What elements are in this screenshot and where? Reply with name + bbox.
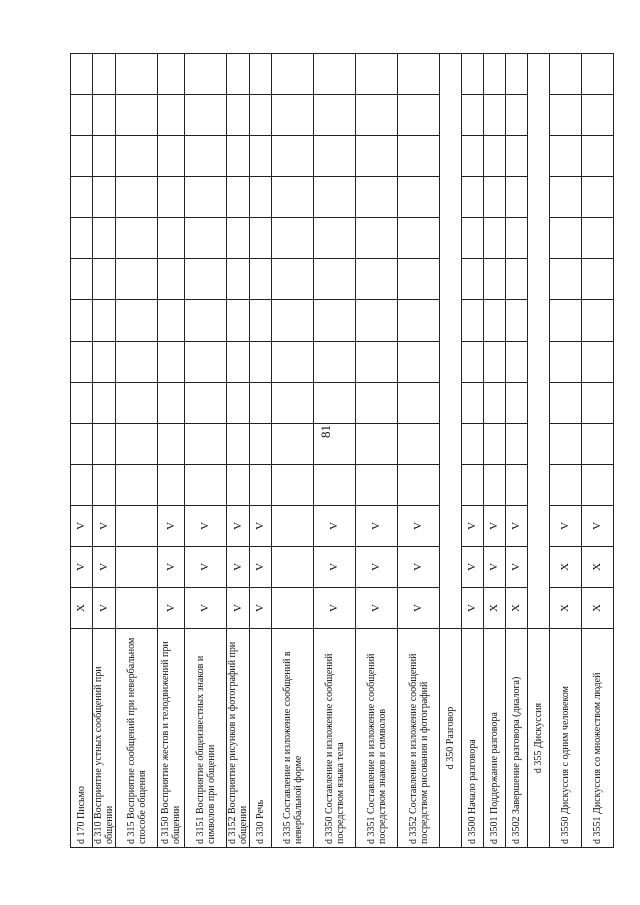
empty-cell bbox=[185, 464, 227, 505]
empty-cell bbox=[185, 54, 227, 95]
item-label: d 310 Восприятие устных сообщений при общении bbox=[93, 629, 116, 848]
empty-cell bbox=[272, 423, 314, 464]
empty-cell bbox=[93, 54, 116, 95]
empty-cell bbox=[116, 423, 158, 464]
mark-cell bbox=[272, 505, 314, 546]
mark-cell: V bbox=[484, 505, 506, 546]
empty-cell bbox=[550, 464, 582, 505]
empty-cell bbox=[582, 177, 614, 218]
item-label: d 315 Восприятие сообщений при невербальном способе общения bbox=[116, 629, 158, 848]
empty-cell bbox=[398, 423, 440, 464]
empty-cell bbox=[582, 95, 614, 136]
empty-cell bbox=[227, 341, 250, 382]
empty-cell bbox=[250, 95, 272, 136]
empty-cell bbox=[185, 136, 227, 177]
table-row bbox=[185, 54, 227, 848]
empty-cell bbox=[484, 464, 506, 505]
empty-cell bbox=[93, 218, 116, 259]
mark-cell: V bbox=[462, 587, 484, 628]
empty-cell bbox=[582, 382, 614, 423]
empty-cell bbox=[356, 259, 398, 300]
empty-cell bbox=[116, 54, 158, 95]
mark-cell: V bbox=[93, 546, 116, 587]
mark-cell: V bbox=[158, 546, 185, 587]
mark-cell: V bbox=[185, 505, 227, 546]
empty-cell bbox=[582, 259, 614, 300]
empty-cell bbox=[250, 177, 272, 218]
empty-cell bbox=[484, 300, 506, 341]
mark-cell: V bbox=[462, 546, 484, 587]
empty-cell bbox=[356, 423, 398, 464]
mark-cell: X bbox=[582, 587, 614, 628]
empty-cell bbox=[185, 382, 227, 423]
mark-cell: X bbox=[71, 587, 93, 628]
empty-cell bbox=[582, 218, 614, 259]
mark-cell: V bbox=[314, 587, 356, 628]
empty-cell bbox=[398, 300, 440, 341]
empty-cell bbox=[250, 464, 272, 505]
empty-cell bbox=[272, 259, 314, 300]
mark-cell: X bbox=[550, 587, 582, 628]
empty-cell bbox=[185, 95, 227, 136]
mark-cell: V bbox=[71, 505, 93, 546]
empty-cell bbox=[227, 95, 250, 136]
empty-cell bbox=[582, 54, 614, 95]
mark-cell: V bbox=[550, 505, 582, 546]
mark-cell: V bbox=[93, 587, 116, 628]
empty-cell bbox=[484, 136, 506, 177]
item-label: d 170 Письмо bbox=[71, 629, 93, 848]
empty-cell bbox=[356, 218, 398, 259]
empty-cell bbox=[71, 177, 93, 218]
empty-cell bbox=[116, 382, 158, 423]
mark-cell: V bbox=[356, 505, 398, 546]
mark-cell: V bbox=[398, 546, 440, 587]
empty-cell bbox=[93, 341, 116, 382]
mark-cell: V bbox=[227, 546, 250, 587]
empty-cell bbox=[356, 341, 398, 382]
table-row bbox=[314, 54, 356, 848]
empty-cell bbox=[550, 136, 582, 177]
empty-cell bbox=[462, 177, 484, 218]
section-heading: d 355 Дискуссия bbox=[528, 629, 550, 848]
empty-cell bbox=[356, 54, 398, 95]
empty-cell bbox=[272, 95, 314, 136]
empty-cell bbox=[314, 95, 356, 136]
mark-cell: V bbox=[93, 505, 116, 546]
mark-cell: X bbox=[484, 587, 506, 628]
mark-cell: V bbox=[314, 505, 356, 546]
mark-cell: V bbox=[250, 505, 272, 546]
empty-cell bbox=[314, 259, 356, 300]
empty-cell bbox=[71, 259, 93, 300]
empty-cell bbox=[506, 218, 528, 259]
empty-cell bbox=[462, 259, 484, 300]
section-span-cell bbox=[440, 54, 462, 629]
table-row bbox=[582, 54, 614, 848]
empty-cell bbox=[582, 300, 614, 341]
empty-cell bbox=[158, 382, 185, 423]
mark-cell: V bbox=[314, 546, 356, 587]
mark-cell: V bbox=[398, 587, 440, 628]
mark-cell: X bbox=[582, 546, 614, 587]
page-number: 81 bbox=[318, 425, 333, 438]
empty-cell bbox=[314, 177, 356, 218]
mark-cell bbox=[116, 505, 158, 546]
empty-cell bbox=[550, 300, 582, 341]
table-row bbox=[272, 54, 314, 848]
empty-cell bbox=[272, 300, 314, 341]
empty-cell bbox=[185, 218, 227, 259]
empty-cell bbox=[582, 423, 614, 464]
empty-cell bbox=[272, 136, 314, 177]
mark-cell: X bbox=[550, 546, 582, 587]
empty-cell bbox=[71, 95, 93, 136]
empty-cell bbox=[462, 54, 484, 95]
empty-cell bbox=[550, 95, 582, 136]
item-label: d 3502 Завершение разговора (диалога) bbox=[506, 629, 528, 848]
empty-cell bbox=[227, 218, 250, 259]
item-label: d 3501 Поддержание разговора bbox=[484, 629, 506, 848]
empty-cell bbox=[185, 259, 227, 300]
empty-cell bbox=[116, 464, 158, 505]
empty-cell bbox=[116, 95, 158, 136]
mark-cell: V bbox=[158, 587, 185, 628]
empty-cell bbox=[116, 136, 158, 177]
empty-cell bbox=[356, 300, 398, 341]
empty-cell bbox=[314, 136, 356, 177]
empty-cell bbox=[227, 259, 250, 300]
empty-cell bbox=[314, 300, 356, 341]
mark-cell: X bbox=[506, 587, 528, 628]
empty-cell bbox=[314, 382, 356, 423]
item-label: d 335 Составление и изложение сообщений в невербальной форме bbox=[272, 629, 314, 848]
empty-cell bbox=[462, 464, 484, 505]
empty-cell bbox=[462, 136, 484, 177]
assessment-table bbox=[70, 53, 614, 848]
empty-cell bbox=[462, 423, 484, 464]
empty-cell bbox=[314, 218, 356, 259]
empty-cell bbox=[550, 54, 582, 95]
empty-cell bbox=[158, 341, 185, 382]
empty-cell bbox=[116, 259, 158, 300]
empty-cell bbox=[484, 423, 506, 464]
empty-cell bbox=[250, 300, 272, 341]
empty-cell bbox=[227, 54, 250, 95]
empty-cell bbox=[71, 54, 93, 95]
mark-cell bbox=[116, 587, 158, 628]
mark-cell: V bbox=[227, 505, 250, 546]
item-label: d 3351 Составление и изложение сообщений посредством знаков и символов bbox=[356, 629, 398, 848]
empty-cell bbox=[93, 464, 116, 505]
empty-cell bbox=[71, 464, 93, 505]
empty-cell bbox=[185, 341, 227, 382]
item-label: d 3352 Составление и изложение сообщений посредством рисования и фотографий bbox=[398, 629, 440, 848]
empty-cell bbox=[250, 382, 272, 423]
empty-cell bbox=[250, 423, 272, 464]
empty-cell bbox=[550, 259, 582, 300]
empty-cell bbox=[71, 341, 93, 382]
mark-cell: V bbox=[582, 505, 614, 546]
empty-cell bbox=[506, 423, 528, 464]
empty-cell bbox=[582, 136, 614, 177]
empty-cell bbox=[398, 95, 440, 136]
empty-cell bbox=[250, 341, 272, 382]
empty-cell bbox=[506, 95, 528, 136]
empty-cell bbox=[93, 95, 116, 136]
empty-cell bbox=[185, 300, 227, 341]
table-row bbox=[71, 54, 93, 848]
empty-cell bbox=[506, 341, 528, 382]
item-label: d 3150 Восприятие жестов и телодвижений при общении bbox=[158, 629, 185, 848]
table-row bbox=[227, 54, 250, 848]
mark-cell bbox=[272, 546, 314, 587]
empty-cell bbox=[71, 136, 93, 177]
table-row bbox=[356, 54, 398, 848]
empty-cell bbox=[356, 136, 398, 177]
mark-cell bbox=[272, 587, 314, 628]
empty-cell bbox=[484, 382, 506, 423]
empty-cell bbox=[398, 382, 440, 423]
empty-cell bbox=[506, 136, 528, 177]
table-row bbox=[93, 54, 116, 848]
empty-cell bbox=[227, 464, 250, 505]
empty-cell bbox=[398, 341, 440, 382]
empty-cell bbox=[582, 341, 614, 382]
empty-cell bbox=[550, 382, 582, 423]
empty-cell bbox=[250, 218, 272, 259]
empty-cell bbox=[272, 464, 314, 505]
table-row bbox=[550, 54, 582, 848]
mark-cell: V bbox=[185, 587, 227, 628]
empty-cell bbox=[314, 341, 356, 382]
empty-cell bbox=[484, 54, 506, 95]
table-body bbox=[71, 54, 614, 848]
empty-cell bbox=[71, 382, 93, 423]
empty-cell bbox=[71, 218, 93, 259]
table-row bbox=[528, 54, 550, 848]
empty-cell bbox=[272, 177, 314, 218]
empty-cell bbox=[272, 54, 314, 95]
empty-cell bbox=[582, 464, 614, 505]
empty-cell bbox=[484, 259, 506, 300]
empty-cell bbox=[506, 259, 528, 300]
empty-cell bbox=[356, 177, 398, 218]
mark-cell: V bbox=[250, 587, 272, 628]
empty-cell bbox=[550, 341, 582, 382]
empty-cell bbox=[158, 464, 185, 505]
mark-cell: V bbox=[398, 505, 440, 546]
empty-cell bbox=[398, 54, 440, 95]
mark-cell: V bbox=[506, 505, 528, 546]
table-row bbox=[116, 54, 158, 848]
empty-cell bbox=[250, 136, 272, 177]
empty-cell bbox=[462, 218, 484, 259]
empty-cell bbox=[506, 382, 528, 423]
empty-cell bbox=[272, 382, 314, 423]
empty-cell bbox=[116, 218, 158, 259]
empty-cell bbox=[314, 464, 356, 505]
mark-cell: V bbox=[158, 505, 185, 546]
empty-cell bbox=[93, 300, 116, 341]
empty-cell bbox=[398, 136, 440, 177]
rotated-table-container bbox=[70, 53, 604, 848]
empty-cell bbox=[71, 423, 93, 464]
item-label: d 3151 Восприятие общеизвестных знаков и символов при общении bbox=[185, 629, 227, 848]
item-label: d 3350 Составление и изложение сообщений посредством языка тела bbox=[314, 629, 356, 848]
empty-cell bbox=[93, 259, 116, 300]
empty-cell bbox=[506, 177, 528, 218]
empty-cell bbox=[462, 300, 484, 341]
item-label: d 330 Речь bbox=[250, 629, 272, 848]
empty-cell bbox=[398, 218, 440, 259]
mark-cell: V bbox=[356, 546, 398, 587]
empty-cell bbox=[227, 136, 250, 177]
empty-cell bbox=[116, 341, 158, 382]
empty-cell bbox=[462, 95, 484, 136]
empty-cell bbox=[356, 464, 398, 505]
item-label: d 3550 Дискуссия с одним человеком bbox=[550, 629, 582, 848]
empty-cell bbox=[158, 259, 185, 300]
empty-cell bbox=[158, 300, 185, 341]
mark-cell: V bbox=[227, 587, 250, 628]
empty-cell bbox=[93, 382, 116, 423]
empty-cell bbox=[272, 218, 314, 259]
empty-cell bbox=[158, 177, 185, 218]
empty-cell bbox=[158, 136, 185, 177]
empty-cell bbox=[116, 300, 158, 341]
empty-cell bbox=[356, 95, 398, 136]
empty-cell bbox=[272, 341, 314, 382]
empty-cell bbox=[398, 464, 440, 505]
empty-cell bbox=[250, 259, 272, 300]
mark-cell: V bbox=[71, 546, 93, 587]
empty-cell bbox=[227, 423, 250, 464]
empty-cell bbox=[398, 177, 440, 218]
empty-cell bbox=[398, 259, 440, 300]
table-row bbox=[462, 54, 484, 848]
empty-cell bbox=[506, 54, 528, 95]
mark-cell: V bbox=[506, 546, 528, 587]
empty-cell bbox=[227, 300, 250, 341]
empty-cell bbox=[506, 464, 528, 505]
empty-cell bbox=[550, 177, 582, 218]
empty-cell bbox=[227, 382, 250, 423]
empty-cell bbox=[314, 423, 356, 464]
empty-cell bbox=[462, 382, 484, 423]
empty-cell bbox=[462, 341, 484, 382]
empty-cell bbox=[227, 177, 250, 218]
empty-cell bbox=[484, 218, 506, 259]
table-row bbox=[398, 54, 440, 848]
section-span-cell bbox=[528, 54, 550, 629]
empty-cell bbox=[250, 54, 272, 95]
mark-cell: V bbox=[484, 546, 506, 587]
empty-cell bbox=[550, 218, 582, 259]
empty-cell bbox=[185, 423, 227, 464]
empty-cell bbox=[158, 218, 185, 259]
table-row bbox=[506, 54, 528, 848]
empty-cell bbox=[185, 177, 227, 218]
empty-cell bbox=[116, 177, 158, 218]
section-heading: d 350 Разговор bbox=[440, 629, 462, 848]
empty-cell bbox=[71, 300, 93, 341]
empty-cell bbox=[93, 177, 116, 218]
mark-cell: V bbox=[356, 587, 398, 628]
empty-cell bbox=[506, 300, 528, 341]
mark-cell bbox=[116, 546, 158, 587]
empty-cell bbox=[93, 423, 116, 464]
empty-cell bbox=[484, 177, 506, 218]
mark-cell: V bbox=[250, 546, 272, 587]
table-row bbox=[440, 54, 462, 848]
item-label: d 3551 Дискуссия со множеством людей bbox=[582, 629, 614, 848]
empty-cell bbox=[484, 341, 506, 382]
empty-cell bbox=[158, 54, 185, 95]
empty-cell bbox=[158, 95, 185, 136]
table-row bbox=[158, 54, 185, 848]
empty-cell bbox=[314, 54, 356, 95]
item-label: d 3500 Начало разговора bbox=[462, 629, 484, 848]
item-label: d 3152 Восприятие рисунков и фотографий при общении bbox=[227, 629, 250, 848]
mark-cell: V bbox=[462, 505, 484, 546]
mark-cell: V bbox=[185, 546, 227, 587]
empty-cell bbox=[93, 136, 116, 177]
table-row bbox=[250, 54, 272, 848]
empty-cell bbox=[356, 382, 398, 423]
empty-cell bbox=[550, 423, 582, 464]
table-row bbox=[484, 54, 506, 848]
empty-cell bbox=[158, 423, 185, 464]
empty-cell bbox=[484, 95, 506, 136]
